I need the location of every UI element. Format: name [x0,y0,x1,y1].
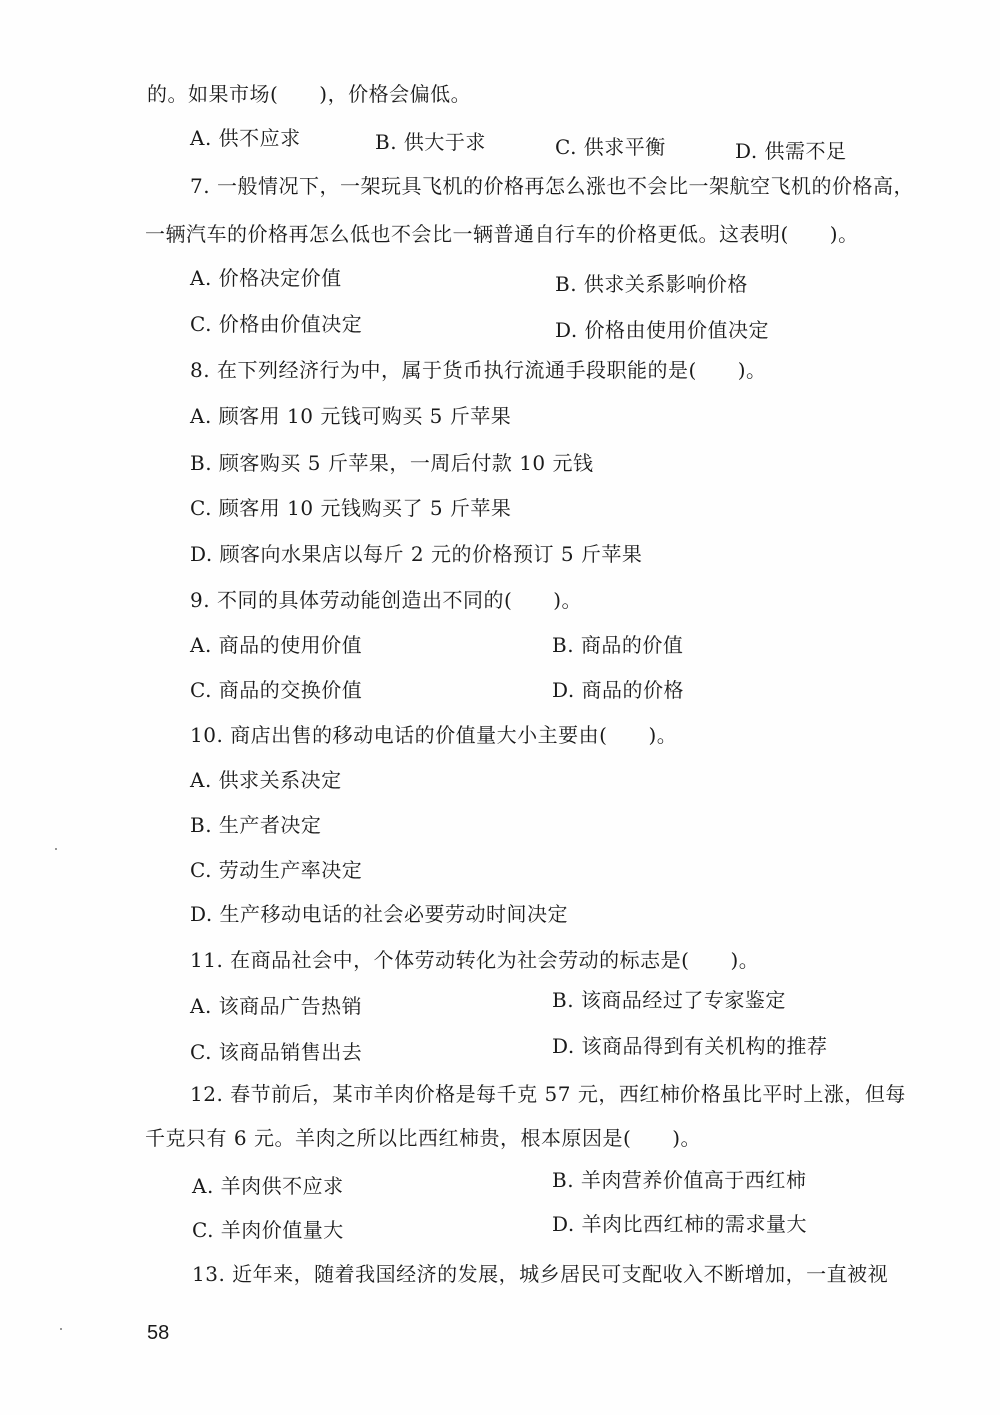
q11-option-b: B. 该商品经过了专家鉴定 [552,988,786,1012]
q9-option-b: B. 商品的价值 [552,633,684,657]
q8-option-d: D. 顾客向水果店以每斤 2 元的价格预订 5 斤苹果 [190,542,643,566]
question-10: 10. 商店出售的移动电话的价值量大小主要由( )。 [190,723,678,747]
q7-option-d: D. 价格由使用价值决定 [555,318,770,342]
q12-option-c: C. 羊肉价值量大 [192,1218,344,1242]
question-11: 11. 在商品社会中，个体劳动转化为社会劳动的标志是( )。 [190,948,760,972]
scan-speck [60,1328,62,1330]
q9-option-c: C. 商品的交换价值 [190,678,363,702]
q9-option-a: A. 商品的使用价值 [190,633,363,657]
page-number: 58 [147,1322,170,1344]
q9-option-d: D. 商品的价格 [552,678,685,702]
question-7-line-1: 7. 一般情况下，一架玩具飞机的价格再怎么涨也不会比一架航空飞机的价格高， [190,174,914,198]
question-8: 8. 在下列经济行为中，属于货币执行流通手段职能的是( )。 [190,358,767,382]
q11-option-c: C. 该商品销售出去 [190,1040,363,1064]
question-12-line-2: 千克只有 6 元。羊肉之所以比西红柿贵，根本原因是( )。 [145,1126,702,1150]
q10-option-b: B. 生产者决定 [190,813,322,837]
question-9: 9. 不同的具体劳动能创造出不同的( )。 [190,588,583,612]
question-6-tail: 的。如果市场( )，价格会偏低。 [147,82,472,106]
question-12-line-1: 12. 春节前后，某市羊肉价格是每千克 57 元，西红柿价格虽比平时上涨，但每 [190,1082,906,1106]
q12-option-a: A. 羊肉供不应求 [192,1174,344,1198]
q7-option-b: B. 供求关系影响价格 [555,272,748,296]
q12-option-d: D. 羊肉比西红柿的需求量大 [552,1212,808,1236]
q8-option-a: A. 顾客用 10 元钱可购买 5 斤苹果 [190,404,512,428]
q10-option-c: C. 劳动生产率决定 [190,858,363,882]
question-13-line-1: 13. 近年来，随着我国经济的发展，城乡居民可支配收入不断增加，一直被视 [192,1262,889,1286]
question-7-line-2: 一辆汽车的价格再怎么低也不会比一辆普通自行车的价格更低。这表明( )。 [145,222,859,246]
q6-option-c: C. 供求平衡 [555,135,666,159]
q7-option-c: C. 价格由价值决定 [190,312,363,336]
q10-option-d: D. 生产移动电话的社会必要劳动时间决定 [190,902,569,926]
q12-option-b: B. 羊肉营养价值高于西红柿 [552,1168,807,1192]
q10-option-a: A. 供求关系决定 [190,768,342,792]
q7-option-a: A. 价格决定价值 [190,266,342,290]
q6-option-b: B. 供大于求 [375,130,486,154]
q11-option-a: A. 该商品广告热销 [190,994,363,1018]
q8-option-c: C. 顾客用 10 元钱购买了 5 斤苹果 [190,496,512,520]
q11-option-d: D. 该商品得到有关机构的推荐 [552,1034,828,1058]
q6-option-a: A. 供不应求 [190,126,301,150]
q6-option-d: D. 供需不足 [735,139,847,163]
q8-option-b: B. 顾客购买 5 斤苹果，一周后付款 10 元钱 [190,451,594,475]
scan-speck [55,848,57,850]
